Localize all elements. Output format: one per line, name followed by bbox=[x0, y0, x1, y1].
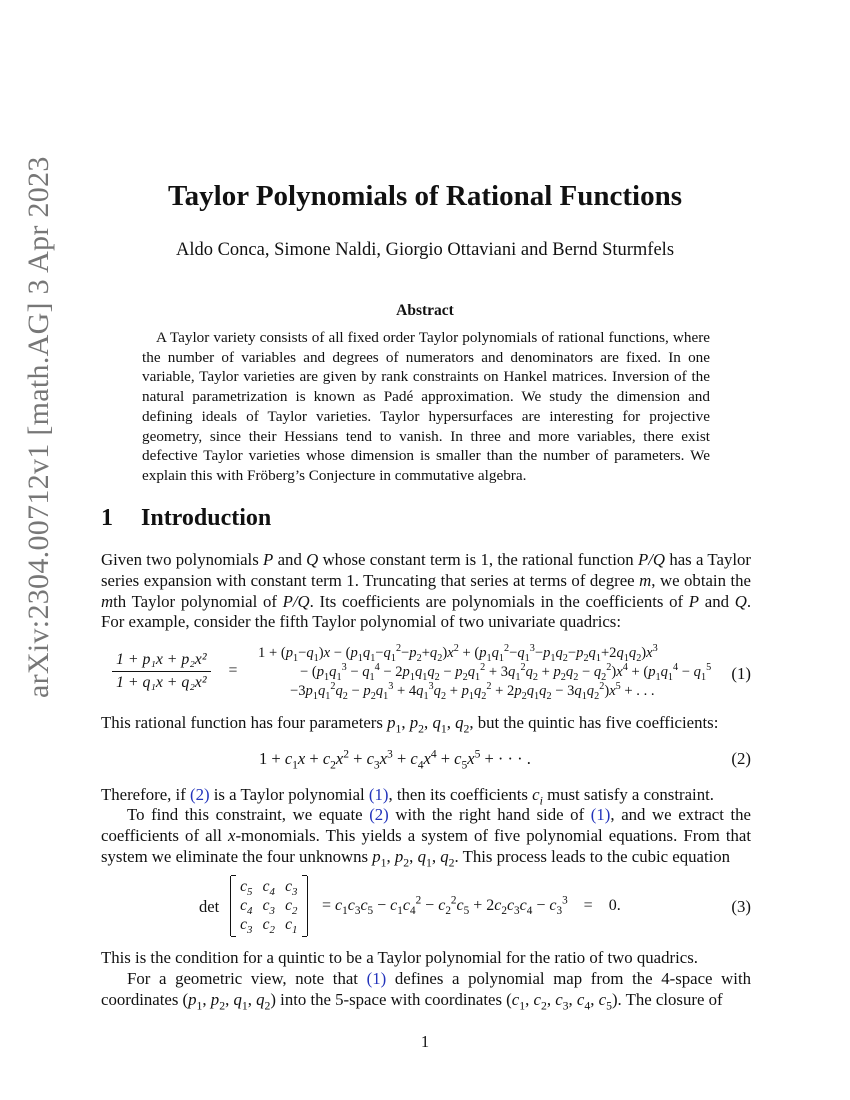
paragraph-parameters: This rational function has four parameters $p_1$, $p_2$, $q_1$, $q_2$, but the quintic has five coefficients: bbox=[101, 713, 719, 736]
author-list: Aldo Conca, Simone Naldi, Giorgio Ottaviani and Bernd Sturmfels bbox=[175, 240, 675, 260]
equation-ref-1b[interactable]: (1) bbox=[590, 805, 611, 824]
paragraph-geometric: For a geometric view, note that (1) defines a polynomial map from the 4-space with coordinates ($p_1$, $p_2$, $q_1$, $q_2$) into the 5-space with coordinates ($c_1$, $c_2$, $c_3$, $c_4$, $c_5$). The closure of bbox=[101, 969, 751, 1013]
section-heading bbox=[101, 505, 271, 532]
equation-1-lhs: $\frac{\text{1 + p₁x + p₂x²}}{\text{1 + q₁x + q₂x²}}$ = bbox=[112, 651, 237, 692]
equation-number-3: (3) bbox=[731, 897, 751, 916]
section-title: Introduction bbox=[141, 505, 272, 531]
paragraph-quintic: This is the condition for a quintic to be a Taylor polynomial for the ratio of two quadrics. bbox=[101, 948, 698, 967]
equation-3-rhs: = $c_1c_3c_5 - c_1c_4^2 - c_2^2c_5 + 2c_2c_3c_4 - c_3^3$ = 0. bbox=[322, 894, 621, 918]
matrix-row-1: $c_5$ $c_4$ $c_3$ bbox=[240, 878, 298, 899]
equation-ref-1[interactable]: (1) bbox=[368, 785, 389, 804]
abstract-heading: Abstract bbox=[396, 302, 454, 319]
arxiv-identifier: arXiv:2304.00712v1 [math.AG] 3 Apr 2023 bbox=[22, 156, 55, 698]
hankel-matrix bbox=[230, 876, 308, 936]
equation-ref-1c[interactable]: (1) bbox=[366, 969, 387, 988]
page-number: 1 bbox=[420, 1032, 430, 1051]
equation-number-1: (1) bbox=[731, 664, 751, 683]
matrix-row-2: $c_4$ $c_3$ $c_2$ bbox=[240, 897, 298, 918]
paragraph-constraint: Therefore, if (2) is a Taylor polynomial (1), then its coefficients $c_i$ must satisfy a constraint. bbox=[101, 785, 714, 808]
equation-1-denominator: 1 + q₁x + q₂x² bbox=[116, 674, 207, 691]
equation-1-rhs-line-2: − $(p_1q_1^3 - q_1^4 - 2p_1q_1q_2 - p_2q_1^2 + 3q_1^2q_2 + p_2q_2 - q_2^2)x^4 + (p_1q_1^4 - q_1^5$ bbox=[300, 662, 712, 683]
section-number: 1 bbox=[101, 505, 113, 531]
equation-1-rhs-line-1: $1 + (p_1-q_1)x - (p_1q_1-q_1^2-p_2+q_2)x^2 + (p_1q_1^2-q_1^3-p_1q_2-p_2q_1+2q_1q_2)x^3$ bbox=[258, 643, 658, 664]
equation-1-rhs-line-3: $-3p_1q_1^2q_2 - p_2q_1^3 + 4q_1^3q_2 + p_1q_2^2 + 2p_2q_1q_2 - 3q_1q_2^2)x^5$ + . . . bbox=[290, 681, 655, 702]
equation-1-numerator: 1 + p₁x + p₂x² bbox=[112, 651, 211, 672]
intro-paragraph: Given two polynomials P and Q whose constant term is 1, the rational function P/Q has a Taylor series expansion with constant term 1. Truncating that series at terms of degree m, we obtain the mth Taylor polynomial of P/Q. Its coefficients are polynomials in the coefficients of P and Q. For example, consider the fifth Taylor polynomial of two univariate quadrics: bbox=[101, 550, 752, 632]
abstract-text: A Taylor variety consists of all fixed order Taylor polynomials of rational functions, where the number of variables and degrees of numerators and denominators are fixed. In one variable, Taylor varieties are given by rank constraints on Hankel matrices. Inversion of the natural parametrization is known as Padé approximation. We study the dimension and defining ideals of Taylor varieties. Taylor hypersurfaces are interesting for projective geometry, since their Hessians tend to vanish. In three and more variables, there exist defective Taylor varieties whose dimension is smaller than the number of parameters. We explain this with Fröberg’s Conjecture in commutative algebra. bbox=[142, 329, 710, 484]
equation-ref-2b[interactable]: (2) bbox=[369, 805, 389, 824]
equation-3-det: det bbox=[199, 897, 220, 916]
paper-title: Taylor Polynomials of Rational Functions bbox=[167, 180, 682, 212]
equation-ref-2[interactable]: (2) bbox=[189, 785, 210, 804]
equation-2: $1 + c_1x + c_2x^2 + c_3x^3 + c_4x^4 + c_5x^5$ + · · · . bbox=[259, 748, 531, 772]
equation-number-2: (2) bbox=[731, 749, 751, 768]
equation-1-fraction bbox=[112, 651, 211, 692]
paragraph-elimination: To find this constraint, we equate (2) with the right hand side of (1), and we extract the coefficients of all x-monomials. This yields a system of five polynomial equations. From that system we eliminate the four unknowns $p_1$, $p_2$, $q_1$, $q_2$. This process leads to the cubic equation bbox=[101, 805, 752, 869]
matrix-row-3: $c_3$ $c_2$ $c_1$ bbox=[240, 916, 298, 937]
